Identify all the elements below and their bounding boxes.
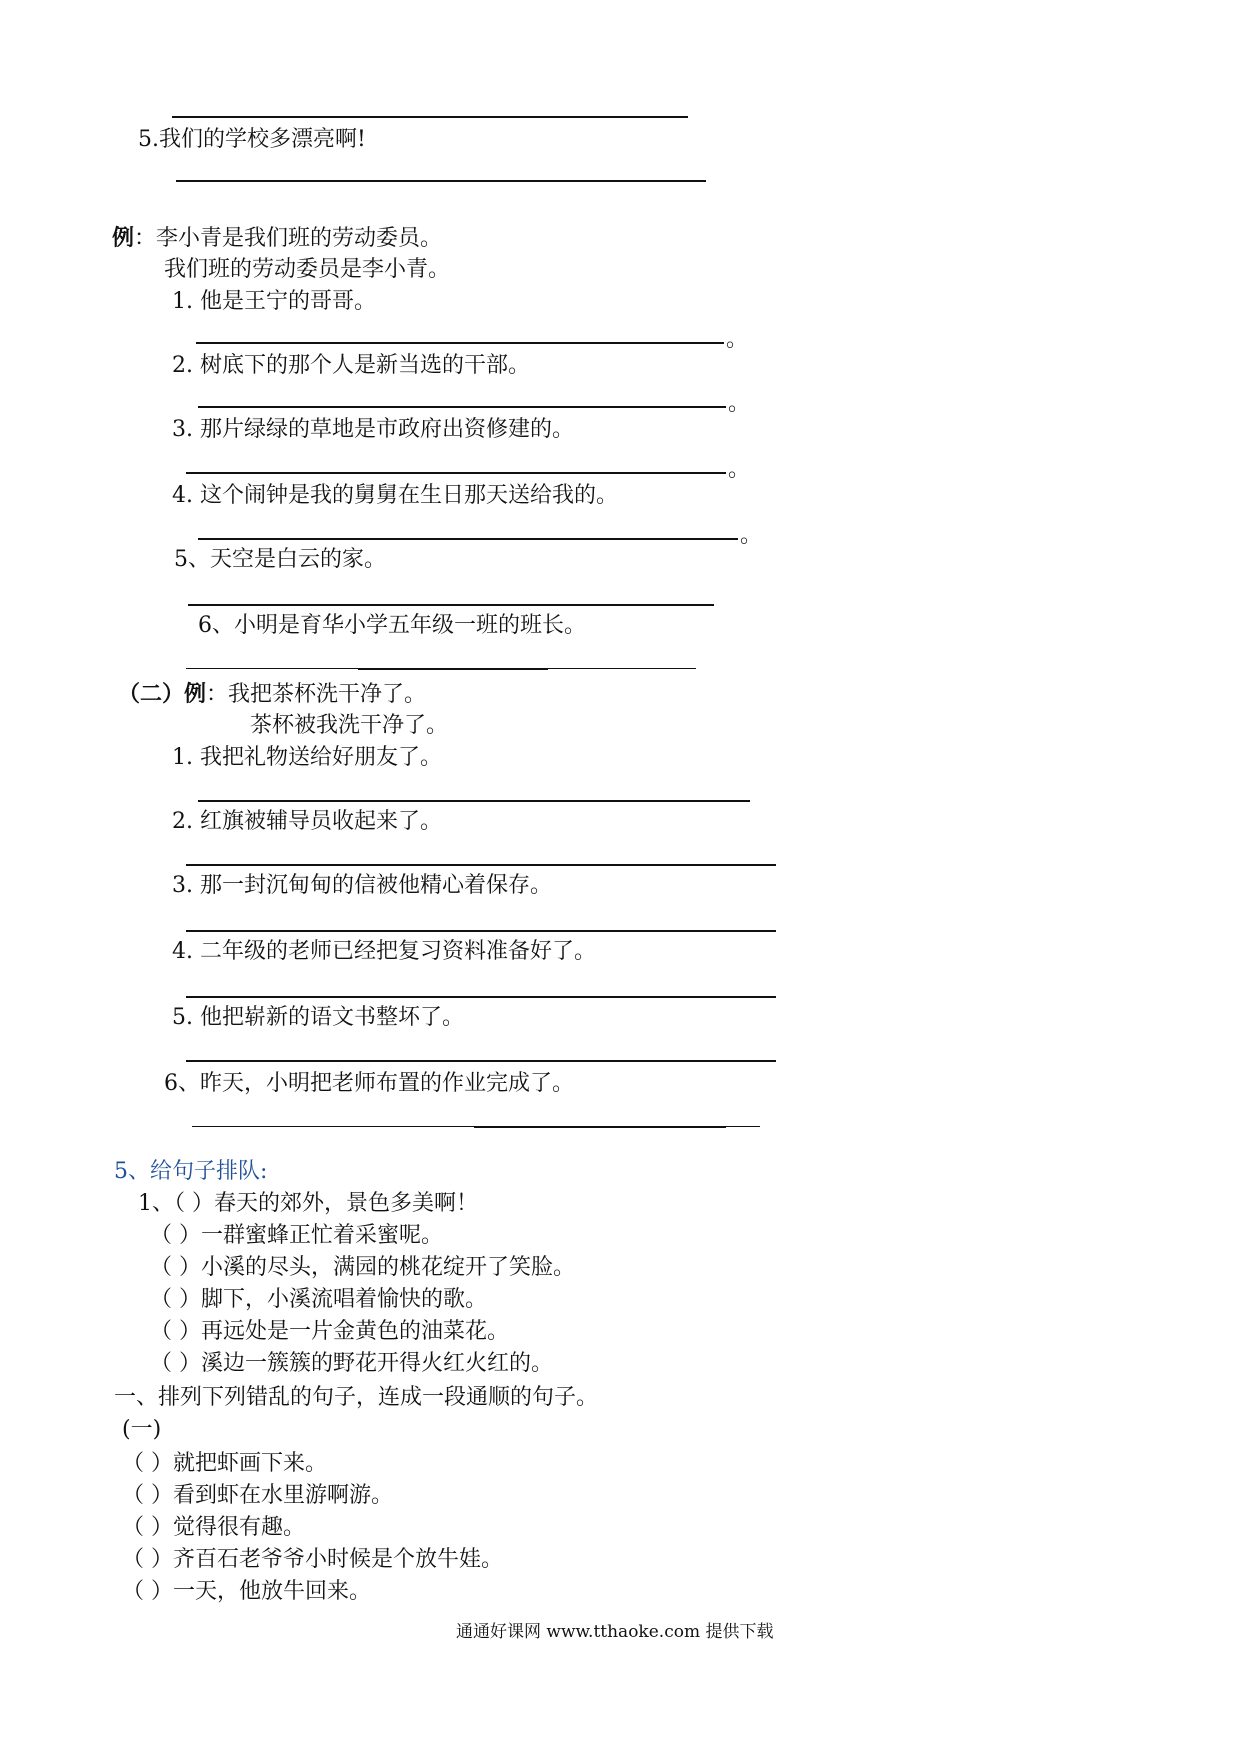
answer-line[interactable] — [196, 342, 724, 344]
page-footer: 通通好课网 www.tthaoke.com 提供下载 — [456, 1622, 774, 1642]
exercise-item: 2. 树底下的那个人是新当选的干部。 — [172, 353, 530, 378]
section-label: （二）例 — [118, 681, 207, 707]
section-title: 5、给句子排队: — [114, 1159, 268, 1184]
example-colon: ： — [134, 226, 157, 251]
answer-line[interactable] — [726, 1126, 760, 1127]
example-colon: ： — [206, 682, 229, 707]
answer-line[interactable] — [198, 800, 750, 802]
answer-line[interactable] — [192, 1126, 474, 1127]
answer-line[interactable] — [198, 406, 726, 408]
sentence-item: 5.我们的学校多漂亮啊! — [138, 127, 366, 152]
answer-line[interactable] — [186, 930, 776, 932]
exercise-item: 3. 那片绿绿的草地是市政府出资修建的。 — [172, 417, 574, 442]
period-mark: 。 — [726, 327, 749, 352]
ordering-item: （ ）就把虾画下来。 — [122, 1451, 327, 1476]
ordering-item: （ ）脚下，小溪流唱着愉快的歌。 — [150, 1287, 487, 1312]
example-answer: 我们班的劳动委员是李小青。 — [164, 257, 451, 282]
exercise-item: 5. 他把崭新的语文书整坏了。 — [172, 1005, 464, 1030]
ordering-item: （ ）再远处是一片金黄色的油菜花。 — [150, 1319, 509, 1344]
example-answer: 茶杯被我洗干净了。 — [250, 713, 449, 738]
example-label: 例 — [112, 225, 135, 251]
exercise-item: 6、小明是育华小学五年级一班的班长。 — [198, 613, 586, 638]
exercise-item: 4. 二年级的老师已经把复习资料准备好了。 — [172, 939, 596, 964]
answer-line[interactable] — [186, 668, 358, 669]
answer-line[interactable] — [186, 864, 776, 866]
example-sentence: 我把茶杯洗干净了。 — [228, 682, 427, 707]
answer-line[interactable] — [198, 538, 738, 540]
example-row — [112, 224, 442, 253]
answer-line[interactable] — [188, 604, 714, 606]
answer-line — [176, 180, 706, 182]
example-sentence: 李小青是我们班的劳动委员。 — [156, 226, 443, 251]
ordering-item: （ ）齐百石老爷爷小时候是个放牛娃。 — [122, 1547, 503, 1572]
exercise-item: 4. 这个闹钟是我的舅舅在生日那天送给我的。 — [172, 483, 618, 508]
ordering-item: 1、（ ）春天的郊外，景色多美啊！ — [138, 1191, 478, 1216]
period-mark: 。 — [728, 457, 751, 482]
ordering-item: （ ）一群蜜蜂正忙着采蜜呢。 — [150, 1223, 443, 1248]
exercise-item: 1. 他是王宁的哥哥。 — [172, 289, 376, 314]
ordering-item: （ ）觉得很有趣。 — [122, 1515, 305, 1540]
exercise-item: 3. 那一封沉甸甸的信被他精心着保存。 — [172, 873, 552, 898]
ordering-item: （ ）一天，他放牛回来。 — [122, 1579, 371, 1604]
section-title: 一、排列下列错乱的句子，连成一段通顺的句子。 — [114, 1385, 599, 1410]
answer-line[interactable] — [186, 996, 776, 998]
answer-line[interactable] — [474, 1126, 726, 1128]
answer-line[interactable] — [358, 668, 548, 670]
ordering-item: （ ）看到虾在水里游啊游。 — [122, 1483, 393, 1508]
exercise-item: 5、天空是白云的家。 — [174, 547, 386, 572]
answer-line[interactable] — [548, 668, 696, 669]
answer-line[interactable] — [186, 472, 726, 474]
answer-line — [172, 116, 688, 118]
exercise-item: 6、昨天，小明把老师布置的作业完成了。 — [164, 1071, 574, 1096]
subsection-label: (一) — [122, 1417, 162, 1442]
example-row — [118, 680, 426, 709]
ordering-item: （ ）溪边一簇簇的野花开得火红火红的。 — [150, 1351, 553, 1376]
exercise-item: 1. 我把礼物送给好朋友了。 — [172, 745, 442, 770]
exercise-item: 2. 红旗被辅导员收起来了。 — [172, 809, 442, 834]
ordering-item: （ ）小溪的尽头，满园的桃花绽开了笑脸。 — [150, 1255, 575, 1280]
period-mark: 。 — [728, 391, 751, 416]
period-mark: 。 — [740, 523, 763, 548]
answer-line[interactable] — [186, 1060, 776, 1062]
